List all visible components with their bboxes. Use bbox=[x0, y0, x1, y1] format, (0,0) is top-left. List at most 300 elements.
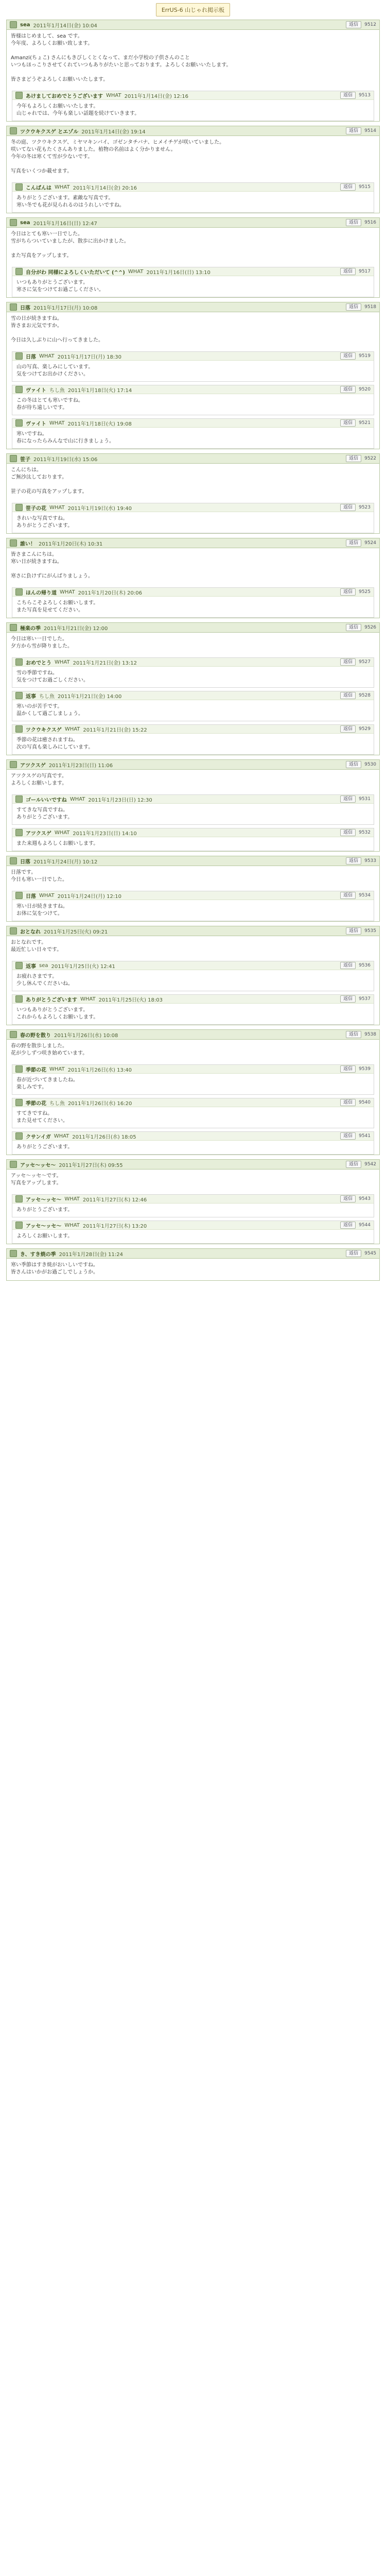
reply-line: これからもよろしくお願いします。 bbox=[16, 1014, 99, 1020]
reply-body bbox=[12, 394, 374, 415]
reply-icon bbox=[15, 692, 23, 699]
topic-body bbox=[7, 1170, 379, 1191]
reply-line: すてきですね。 bbox=[16, 1111, 53, 1116]
reply-body bbox=[12, 804, 374, 824]
reply-author: WHAT bbox=[106, 92, 121, 98]
topic-header bbox=[7, 1030, 379, 1040]
topic-number: 9530 bbox=[364, 762, 376, 767]
reply-title[interactable]: 返事 bbox=[26, 963, 36, 970]
reply-title[interactable]: アッセ～ッセ～ bbox=[26, 1223, 62, 1229]
topic-header bbox=[7, 1160, 379, 1170]
reply-icon bbox=[15, 92, 23, 99]
reply-button[interactable]: 返信 bbox=[340, 725, 356, 733]
reply-title[interactable]: 自分がわ 同様によろしくいただいて (^^) bbox=[26, 269, 125, 276]
topic-body bbox=[7, 866, 379, 888]
reply-meta: 2011年1月24日(月) 12:10 bbox=[57, 893, 121, 900]
reply-meta: 2011年1月21日(金) 13:12 bbox=[73, 660, 137, 666]
topic-meta: 2011年1月23日(日) 11:06 bbox=[48, 762, 113, 769]
reply-author: WHAT bbox=[39, 353, 55, 359]
reply-header bbox=[12, 503, 374, 512]
topic bbox=[6, 759, 380, 852]
topic-icon bbox=[10, 1250, 17, 1257]
topic-body-line: 寒い日が続きますね。 bbox=[11, 559, 62, 565]
topic-icon bbox=[10, 303, 17, 311]
reply-title[interactable]: 返事 bbox=[26, 693, 36, 700]
reply-line: ありがとうございます。 bbox=[16, 815, 73, 820]
reply-line: お疲れさまです。 bbox=[16, 974, 58, 979]
reply-icon bbox=[15, 892, 23, 899]
reply-button[interactable]: 返信 bbox=[340, 183, 356, 191]
topic-number: 9545 bbox=[364, 1251, 376, 1256]
topic-body-line bbox=[11, 245, 375, 252]
reply-line: お体に気をつけて。 bbox=[16, 911, 63, 917]
reply bbox=[12, 351, 374, 382]
topic-body-line: いつもほっこりさせてくれていつもありがたいと思っております。よろしくお願いいたします。 bbox=[11, 62, 232, 68]
reply-body bbox=[12, 192, 374, 212]
topic-number: 9542 bbox=[364, 1162, 376, 1167]
topic bbox=[6, 126, 380, 213]
topic-body-line: 寒さに負けずにがんばりましょう。 bbox=[11, 573, 93, 579]
topic-meta: 2011年1月20日(木) 10:31 bbox=[39, 541, 103, 547]
topic-title[interactable]: 日落 bbox=[20, 859, 30, 865]
topic-number: 9524 bbox=[364, 540, 376, 546]
reply-line: 寒いですね。 bbox=[16, 431, 47, 437]
reply-line: よろしくお願いします。 bbox=[16, 1233, 73, 1239]
reply-meta: 2011年1月18日(火) 19:08 bbox=[67, 421, 132, 427]
topic-body-line: 写真をアップします。 bbox=[11, 1180, 62, 1186]
topic-meta: 2011年1月19日(水) 15:06 bbox=[33, 456, 98, 463]
reply-number: 9515 bbox=[359, 184, 371, 190]
reply-body bbox=[12, 1141, 374, 1154]
reply-number: 9536 bbox=[359, 963, 371, 968]
reply-line: 次の写真も楽しみにしています。 bbox=[16, 744, 94, 750]
reply-meta: 2011年1月23日(日) 14:10 bbox=[73, 831, 137, 837]
reply-header bbox=[12, 961, 374, 970]
reply-line: ありがとうございます。 bbox=[16, 523, 73, 529]
topic-body-line: 雪の日が続きますね。 bbox=[11, 316, 62, 321]
reply-number: 9532 bbox=[359, 830, 371, 835]
topic bbox=[6, 538, 380, 618]
reply-icon bbox=[15, 1222, 23, 1229]
reply-header bbox=[12, 995, 374, 1004]
reply-line: こちらこそよろしくお願いします。 bbox=[16, 600, 99, 606]
reply-number: 9531 bbox=[359, 796, 371, 802]
reply-line: この冬はとても寒いですね。 bbox=[16, 398, 83, 403]
reply-author: WHAT bbox=[49, 504, 65, 511]
reply-line: 少し休んでくださいね。 bbox=[16, 981, 73, 987]
reply-button[interactable]: 返信 bbox=[346, 303, 361, 311]
topic-icon bbox=[10, 761, 17, 768]
reply-button[interactable]: 返信 bbox=[346, 1250, 361, 1257]
reply-button[interactable]: 返信 bbox=[340, 658, 356, 666]
topic-title[interactable]: 笹子 bbox=[20, 456, 30, 463]
reply-icon bbox=[15, 962, 23, 969]
topic-title[interactable]: アッセ～ッセ～ bbox=[20, 1162, 56, 1168]
reply-line: いつもありがとうございます。 bbox=[16, 280, 89, 285]
reply-icon bbox=[15, 658, 23, 666]
reply-button[interactable]: 返信 bbox=[340, 92, 356, 99]
reply-button[interactable]: 返信 bbox=[340, 795, 356, 803]
reply-button[interactable]: 返信 bbox=[346, 219, 361, 226]
topic-number: 9518 bbox=[364, 304, 376, 310]
reply-line: 春が近づいてきましたね。 bbox=[16, 1077, 78, 1083]
reply bbox=[12, 385, 374, 415]
reply-button[interactable]: 返信 bbox=[340, 892, 356, 899]
reply-header bbox=[12, 1065, 374, 1074]
topic-meta: 2011年1月28日(金) 11:24 bbox=[59, 1251, 123, 1258]
topic-body-line: 皆さんはいかがお過ごしでしょうか。 bbox=[11, 1269, 98, 1275]
reply bbox=[12, 1064, 374, 1095]
topic-body-line bbox=[11, 69, 375, 76]
reply-meta: 2011年1月14日(金) 20:16 bbox=[73, 185, 137, 191]
reply-header bbox=[12, 183, 374, 192]
reply-icon bbox=[15, 268, 23, 275]
reply-button[interactable]: 返信 bbox=[340, 386, 356, 393]
topic-body-line: よろしくお願いします。 bbox=[11, 781, 67, 786]
reply-title[interactable]: あけましておめでとうございます bbox=[26, 93, 103, 99]
topic bbox=[6, 453, 380, 534]
topic-body-line: 今日は久しぶりに山へ行ってきました。 bbox=[11, 337, 103, 343]
topic bbox=[6, 217, 380, 298]
topic-body-line: 最近忙しい日々です。 bbox=[11, 947, 62, 953]
topic-body-line: Amanzi(ちょこ) さんにもきびしくとくなって、まだ小学校の子供さんのこと bbox=[11, 55, 190, 61]
topic-title[interactable]: 日落 bbox=[20, 305, 30, 311]
reply-button[interactable]: 返信 bbox=[346, 857, 361, 865]
reply-title[interactable]: おめでとう bbox=[26, 660, 51, 666]
reply-button[interactable]: 返信 bbox=[340, 1222, 356, 1229]
reply-author: WHAT bbox=[54, 829, 70, 836]
reply-header bbox=[12, 1132, 374, 1141]
reply-header bbox=[12, 725, 374, 734]
reply-meta: 2011年1月26日(水) 18:05 bbox=[72, 1134, 136, 1140]
reply-icon bbox=[15, 1099, 23, 1106]
topic-body-line: また写真をアップします。 bbox=[11, 253, 72, 259]
topic-header bbox=[7, 760, 379, 770]
reply-line: また見せてください。 bbox=[16, 1118, 68, 1124]
topic-header bbox=[7, 538, 379, 548]
reply-header bbox=[12, 385, 374, 394]
reply-icon bbox=[15, 1065, 23, 1073]
topic-body-line: こんにちは。 bbox=[11, 467, 42, 473]
reply-author: WHAT bbox=[64, 1196, 80, 1202]
reply-button[interactable]: 返信 bbox=[346, 539, 361, 547]
reply-title[interactable]: アッセ～ッセ～ bbox=[26, 1197, 62, 1203]
reply-author: WHAT bbox=[60, 589, 75, 595]
topic-body-line: おとなれです。 bbox=[11, 940, 47, 945]
reply bbox=[12, 1098, 374, 1128]
reply-title[interactable]: ゴールいいですね bbox=[26, 797, 67, 803]
reply-button[interactable]: 返信 bbox=[346, 127, 361, 134]
topic-body-line: 皆さまこんにちは。 bbox=[11, 552, 57, 557]
reply-line: 山じゃれでは、今年も楽しい話題を続けていきます。 bbox=[16, 111, 140, 116]
reply-button[interactable]: 返信 bbox=[340, 419, 356, 427]
topic-title[interactable]: おとなれ bbox=[20, 929, 41, 935]
reply-meta: 2011年1月19日(水) 19:40 bbox=[67, 505, 132, 512]
reply bbox=[12, 994, 374, 1025]
topic-meta: 2011年1月14日(金) 10:04 bbox=[33, 23, 97, 29]
topic-header bbox=[7, 302, 379, 312]
reply-title[interactable]: 笹子の花 bbox=[26, 505, 46, 512]
reply-body bbox=[12, 597, 374, 617]
reply bbox=[12, 267, 374, 297]
topic-icon bbox=[10, 624, 17, 631]
topic-icon bbox=[10, 21, 17, 28]
reply-author: ちし魚 bbox=[39, 693, 55, 700]
reply-line: 寒い日が続きますね。 bbox=[16, 904, 68, 909]
reply-header bbox=[12, 795, 374, 804]
reply-meta: 2011年1月21日(金) 15:22 bbox=[83, 727, 147, 733]
reply-meta: 2011年1月18日(火) 17:14 bbox=[67, 387, 132, 394]
reply-button[interactable]: 返信 bbox=[346, 927, 361, 935]
reply-meta: 2011年1月21日(金) 14:00 bbox=[58, 693, 122, 700]
reply-number: 9539 bbox=[359, 1066, 371, 1072]
reply-title[interactable]: 日落 bbox=[26, 354, 36, 360]
reply bbox=[12, 587, 374, 618]
reply-number: 9520 bbox=[359, 387, 371, 392]
reply-header bbox=[12, 658, 374, 667]
topic-body bbox=[7, 464, 379, 500]
reply-line: また写真を見せてください。 bbox=[16, 607, 83, 613]
reply-button[interactable]: 返信 bbox=[346, 455, 361, 462]
topic bbox=[6, 1248, 380, 1281]
reply-number: 9529 bbox=[359, 726, 371, 732]
reply-title[interactable]: ほんの帰り道 bbox=[26, 590, 57, 596]
topic-title[interactable]: ツクウキクスゲ とエゾル bbox=[20, 129, 79, 135]
reply-author: sea bbox=[39, 962, 48, 969]
reply-icon bbox=[15, 725, 23, 733]
reply-author: WHAT bbox=[64, 1222, 80, 1228]
reply-number: 9513 bbox=[359, 93, 371, 98]
reply-body bbox=[12, 734, 374, 754]
reply-header bbox=[12, 1195, 374, 1204]
reply-meta: 2011年1月17日(月) 18:30 bbox=[57, 354, 121, 360]
topic-body bbox=[7, 312, 379, 348]
topic bbox=[6, 1029, 380, 1155]
reply-meta: 2011年1月20日(木) 20:06 bbox=[78, 590, 142, 596]
reply-icon bbox=[15, 795, 23, 803]
topic-number: 9522 bbox=[364, 456, 376, 461]
reply-title[interactable]: ヴァイト bbox=[26, 421, 46, 427]
topic-body-line: 花が少しずつ咲き始めています。 bbox=[11, 1050, 88, 1056]
topic-icon bbox=[10, 857, 17, 865]
reply-button[interactable]: 返信 bbox=[346, 21, 361, 28]
topic bbox=[6, 1159, 380, 1244]
reply-icon bbox=[15, 829, 23, 836]
reply-line: 雪の季節ですね。 bbox=[16, 670, 58, 676]
topic-body bbox=[7, 1040, 379, 1061]
reply bbox=[12, 1221, 374, 1244]
topic-icon bbox=[10, 539, 17, 547]
reply bbox=[12, 418, 374, 449]
topic-header bbox=[7, 218, 379, 228]
reply-author: WHAT bbox=[55, 184, 70, 190]
topic-number: 9538 bbox=[364, 1032, 376, 1037]
reply-line: きれいな写真ですね。 bbox=[16, 516, 68, 521]
reply-header bbox=[12, 1098, 374, 1107]
reply-button[interactable]: 返信 bbox=[340, 962, 356, 969]
reply-body bbox=[12, 837, 374, 851]
reply-meta: 2011年1月27日(木) 13:20 bbox=[82, 1223, 147, 1229]
reply-header bbox=[12, 352, 374, 361]
reply-number: 9521 bbox=[359, 420, 371, 426]
topic-icon bbox=[10, 1161, 17, 1168]
reply-number: 9523 bbox=[359, 505, 371, 510]
reply-number: 9528 bbox=[359, 693, 371, 698]
reply-title[interactable]: 季節の花 bbox=[26, 1100, 46, 1107]
topic-body-line: 夕方から雪が降りました。 bbox=[11, 643, 73, 649]
reply-title[interactable]: ヴァイト bbox=[26, 387, 46, 394]
topic-meta: 2011年1月26日(水) 10:08 bbox=[54, 1032, 118, 1039]
banner-row bbox=[6, 3, 380, 16]
topic-title[interactable]: sea bbox=[20, 219, 30, 226]
reply-author: WHAT bbox=[49, 420, 65, 426]
reply-icon bbox=[15, 352, 23, 360]
reply-header bbox=[12, 1221, 374, 1230]
reply-button[interactable]: 返信 bbox=[346, 761, 361, 768]
reply-body bbox=[12, 1107, 374, 1128]
topic-body-line: 寒い季節はすき焼がおいしいですね。 bbox=[11, 1262, 98, 1268]
reply-body bbox=[12, 970, 374, 991]
topic-body-line: 咲いてない花もたくさんありました。植物の名前はよく分かりません。 bbox=[11, 147, 176, 152]
topic-body-line: 今日は寒い一日でした。 bbox=[11, 636, 67, 642]
reply-meta: 2011年1月27日(木) 12:46 bbox=[82, 1197, 147, 1203]
topic bbox=[6, 926, 380, 1025]
topic-title[interactable]: 極楽の季 bbox=[20, 625, 41, 632]
reply-body bbox=[12, 276, 374, 297]
topic-header bbox=[7, 454, 379, 464]
reply-author: WHAT bbox=[55, 659, 70, 665]
reply-icon bbox=[15, 1195, 23, 1202]
reply-title[interactable]: アツクスゲ bbox=[26, 831, 51, 837]
reply-button[interactable]: 返信 bbox=[340, 588, 356, 596]
reply-button[interactable]: 返信 bbox=[340, 995, 356, 1003]
reply-body bbox=[12, 667, 374, 687]
reply bbox=[12, 828, 374, 851]
reply-button[interactable]: 返信 bbox=[346, 624, 361, 631]
reply-line: すてきな写真ですね。 bbox=[16, 807, 68, 813]
topic-header bbox=[7, 1249, 379, 1259]
topic-header bbox=[7, 623, 379, 633]
reply bbox=[12, 724, 374, 755]
topic-icon bbox=[10, 219, 17, 226]
reply-author: WHAT bbox=[64, 726, 80, 732]
reply-author: WHAT bbox=[80, 996, 96, 1002]
reply-body bbox=[12, 1074, 374, 1094]
topic-header bbox=[7, 126, 379, 136]
reply-body bbox=[12, 361, 374, 381]
topic-meta: 2011年1月25日(火) 09:21 bbox=[44, 929, 108, 935]
topic bbox=[6, 622, 380, 755]
reply-line: ありがとうございます。 bbox=[16, 1207, 73, 1213]
reply-title[interactable]: こんばんは bbox=[26, 185, 51, 191]
topic-body-line: ご無沙汰しております。 bbox=[11, 474, 67, 480]
topic-title[interactable]: アツクスゲ bbox=[20, 762, 46, 769]
reply-author: WHAT bbox=[54, 1133, 69, 1139]
reply-line: 春になったらみんなで山に行きましょう。 bbox=[16, 438, 114, 444]
reply-button[interactable]: 返信 bbox=[346, 1031, 361, 1038]
topic-number: 9535 bbox=[364, 928, 376, 934]
topic-number: 9526 bbox=[364, 625, 376, 630]
reply-icon bbox=[15, 419, 23, 427]
reply-button[interactable]: 返信 bbox=[340, 1195, 356, 1202]
reply-number: 9534 bbox=[359, 893, 371, 898]
reply bbox=[12, 691, 374, 721]
topic-body-line: 今年の冬は寒くて雪が少ないです。 bbox=[11, 154, 93, 160]
reply-header bbox=[12, 91, 374, 100]
topic bbox=[6, 302, 380, 449]
reply-line: いつもありがとうございます。 bbox=[16, 1007, 89, 1013]
reply bbox=[12, 1194, 374, 1217]
topic-body-line: 皆さまどうぞよろしくお願いいたします。 bbox=[11, 77, 109, 82]
reply-body bbox=[12, 100, 374, 121]
reply-button[interactable]: 返信 bbox=[340, 692, 356, 699]
reply-header bbox=[12, 891, 374, 900]
topic-title[interactable]: 誰い！ bbox=[20, 541, 36, 547]
topic-body bbox=[7, 136, 379, 179]
topic-title[interactable]: き、すき焼の季 bbox=[20, 1251, 56, 1258]
reply bbox=[12, 891, 374, 921]
reply-body bbox=[12, 428, 374, 448]
reply-body bbox=[12, 512, 374, 533]
reply-title[interactable]: 日落 bbox=[26, 893, 36, 900]
topic-body-line bbox=[11, 330, 375, 337]
topic-header bbox=[7, 20, 379, 30]
topic-body-line: アッセ～ッセ～です。 bbox=[11, 1173, 62, 1179]
reply-author: WHAT bbox=[69, 796, 85, 802]
reply-line: 寒い冬でも花が見られるのはうれしいですね。 bbox=[16, 202, 125, 208]
topic-body bbox=[7, 30, 379, 88]
topic-body-line: 今日はとても寒い一日でした。 bbox=[11, 231, 83, 237]
reply-meta: 2011年1月25日(火) 18:03 bbox=[98, 997, 163, 1003]
reply-number: 9519 bbox=[359, 353, 371, 359]
reply-line: 気をつけてお過ごしください。 bbox=[16, 677, 89, 683]
reply-button[interactable]: 返信 bbox=[340, 829, 356, 836]
reply-button[interactable]: 返信 bbox=[340, 268, 356, 275]
topic-body-line bbox=[11, 566, 375, 573]
reply-icon bbox=[15, 386, 23, 393]
reply-title[interactable]: クサンイガ bbox=[26, 1134, 51, 1140]
topic-meta: 2011年1月14日(金) 19:14 bbox=[81, 129, 146, 135]
reply-body bbox=[12, 1230, 374, 1243]
topic-body bbox=[7, 1259, 379, 1280]
topic-meta: 2011年1月17日(月) 10:08 bbox=[33, 305, 98, 311]
reply-line: また来週もよろしくお願いします。 bbox=[16, 841, 99, 846]
reply-meta: 2011年1月26日(水) 16:20 bbox=[68, 1100, 132, 1107]
reply-button[interactable]: 返信 bbox=[346, 1161, 361, 1168]
topic-title[interactable]: sea bbox=[20, 22, 30, 28]
reply bbox=[12, 503, 374, 533]
topic-body bbox=[7, 228, 379, 264]
reply-line: ありがとうございます。素敵な写真です。 bbox=[16, 195, 114, 201]
reply-meta: 2011年1月16日(日) 13:10 bbox=[146, 269, 210, 276]
reply-button[interactable]: 返信 bbox=[340, 1132, 356, 1140]
topic-header bbox=[7, 856, 379, 866]
reply-icon bbox=[15, 588, 23, 596]
topic-icon bbox=[10, 455, 17, 462]
reply-button[interactable]: 返信 bbox=[340, 1099, 356, 1106]
reply bbox=[12, 1131, 374, 1155]
reply-title[interactable]: ありがとうございます bbox=[26, 997, 77, 1003]
reply-button[interactable]: 返信 bbox=[340, 1065, 356, 1073]
reply-button[interactable]: 返信 bbox=[340, 504, 356, 511]
topic-title[interactable]: 春の野を散り bbox=[20, 1032, 51, 1039]
topic-body bbox=[7, 633, 379, 654]
reply-button[interactable]: 返信 bbox=[340, 352, 356, 360]
topic-body-line: 今日も寒い一日でした。 bbox=[11, 877, 67, 883]
topic-body-line: 皆さまお元気ですか。 bbox=[11, 323, 62, 329]
reply-title[interactable]: ツクウキクスゲ bbox=[26, 727, 62, 733]
reply-title[interactable]: 季節の花 bbox=[26, 1067, 46, 1073]
